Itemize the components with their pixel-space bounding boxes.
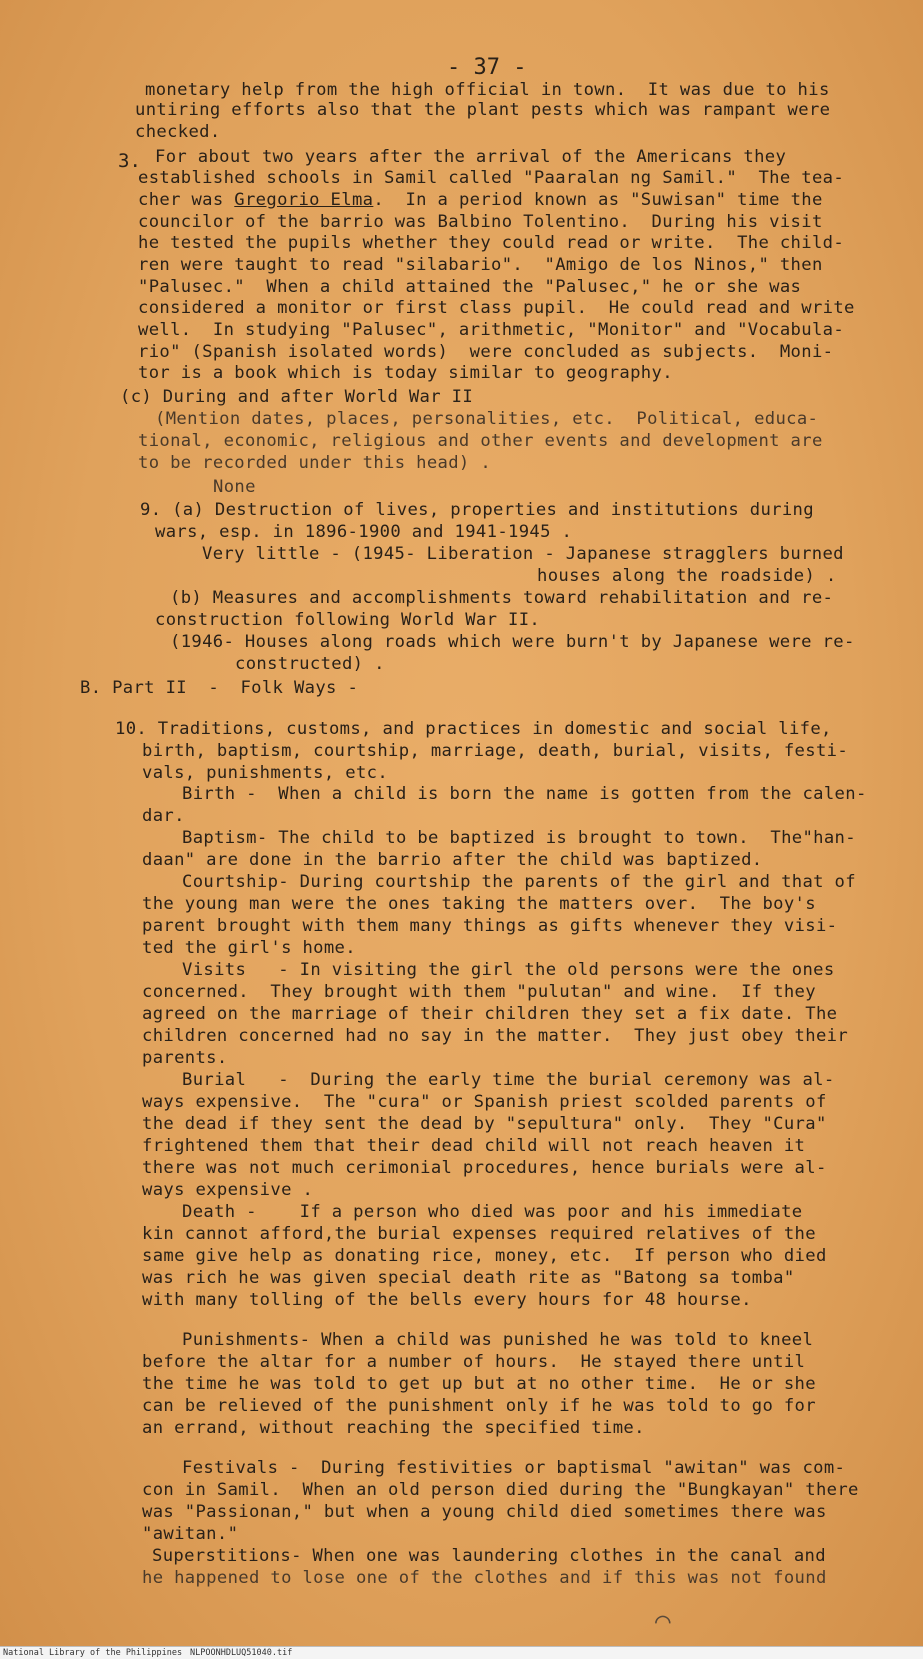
scan-footer [0, 1646, 923, 1659]
footer-library: National Library of the Philippines [3, 1648, 183, 1658]
text-line: before the altar for a number of hours. He stayed there until [142, 1352, 806, 1372]
text-line: kin cannot afford,the burial expenses required relatives of the [142, 1224, 816, 1244]
text-line: concerned. They brought with them "pulutan" and wine. If they [142, 982, 816, 1002]
text-line: tional, economic, religious and other events and development are [138, 431, 823, 451]
text-line: wars, esp. in 1896-1900 and 1941-1945 . [155, 522, 573, 542]
text-line: ways expensive. The "cura" or Spanish priest scolded parents of [142, 1092, 827, 1112]
text-line: children concerned had no say in the matter. They just obey their [142, 1026, 849, 1046]
text-line: (1946- Houses along roads which were burn't by Japanese were re- [170, 632, 855, 652]
text-line: established schools in Samil called "Paaralan ng Samil." The tea- [138, 168, 845, 188]
text-line: the time he was told to get up but at no other time. He or she [142, 1374, 816, 1394]
text-line: ways expensive . [142, 1180, 314, 1200]
text-line: constructed) . [235, 654, 385, 674]
text-line: he happened to lose one of the clothes and if this was not found [142, 1568, 827, 1588]
text-line: untiring efforts also that the plant pests which was rampant were [135, 100, 831, 120]
text-line: councilor of the barrio was Balbino Tolentino. During his visit [138, 212, 823, 232]
text-line: he tested the pupils whether they could read or write. The child- [138, 233, 845, 253]
text-line: Courtship- During courtship the parents of the girl and that of [182, 872, 856, 892]
text-line: with many tolling of the bells every hours for 48 hourse. [142, 1290, 752, 1310]
text-line: construction following World War II. [155, 610, 541, 630]
text-line: same give help as donating rice, money, etc. If person who died [142, 1246, 827, 1266]
text-line: was "Passionan," but when a young child died sometimes there was [142, 1502, 827, 1522]
text-line: houses along the roadside) . [537, 566, 837, 586]
text-line: to be recorded under this head) . [138, 453, 492, 473]
text-line: "Palusec." When a child attained the "Palusec," he or she was [138, 277, 802, 297]
text-line: well. In studying "Palusec", arithmetic, "Monitor" and "Vocabula- [138, 320, 845, 340]
text-line: can be relieved of the punishment only if he was told to go for [142, 1396, 816, 1416]
text-line: monetary help from the high official in town. It was due to his [145, 80, 830, 100]
text-line: an errand, without reaching the specified time. [142, 1418, 645, 1438]
text-line: considered a monitor or first class pupil. He could read and write [138, 298, 855, 318]
text-line: the dead if they sent the dead by "sepultura" only. They "Cura" [142, 1114, 827, 1134]
text-line: frightened them that their dead child will not reach heaven it [142, 1136, 806, 1156]
section-heading: B. Part II - Folk Ways - [80, 678, 359, 698]
page-number: - 37 - [447, 55, 527, 80]
text-line: birth, baptism, courtship, marriage, death, burial, visits, festi- [142, 741, 849, 761]
text-line: agreed on the marriage of their children they set a fix date. The [142, 1004, 838, 1024]
text-line: (b) Measures and accomplishments toward rehabilitation and re- [170, 588, 834, 608]
text-line: vals, punishments, etc. [142, 763, 389, 783]
text-line: Baptism- The child to be baptized is brought to town. The"han- [182, 828, 856, 848]
text-line: there was not much cerimonial procedures, hence burials were al- [142, 1158, 827, 1178]
text-line: Birth - When a child is born the name is gotten from the calen- [182, 784, 867, 804]
text-line: con in Samil. When an old person died during the "Bungkayan" there [142, 1480, 859, 1500]
text-line: (Mention dates, places, personalities, etc. Political, educa- [155, 409, 819, 429]
text-line: checked. [135, 122, 221, 142]
text-line: Burial - During the early time the burial ceremony was al- [182, 1070, 835, 1090]
text-line: cher was Gregorio Elma. In a period known as "Suwisan" time the [138, 190, 823, 210]
text-line: parent brought with them many things as gifts whenever they visi- [142, 916, 838, 936]
text-line: rio" (Spanish isolated words) were concluded as subjects. Moni- [138, 342, 834, 362]
text-line: daan" are done in the barrio after the child was baptized. [142, 850, 763, 870]
text-line: ren were taught to read "silabario". "Amigo de los Ninos," then [138, 255, 823, 275]
text-line: Superstitions- When one was laundering clothes in the canal and [152, 1546, 826, 1566]
text-line: the young man were the ones taking the matters over. The boy's [142, 894, 816, 914]
text-line: For about two years after the arrival of the Americans they [155, 147, 787, 167]
text-line: ted the girl's home. [142, 938, 356, 958]
text-line: "awitan." [142, 1524, 239, 1544]
text-line: None [213, 477, 256, 497]
text-line: tor is a book which is today similar to geography. [138, 363, 673, 383]
text-line: 9. (a) Destruction of lives, properties and institutions during [140, 500, 814, 520]
text-line: Visits - In visiting the girl the old persons were the ones [182, 960, 835, 980]
footer-filename: NLPOONHDLUQ51040.tif [190, 1648, 293, 1658]
ink-smudge-icon: ⌒ [655, 1606, 671, 1636]
text-line: Punishments- When a child was punished he was told to kneel [182, 1330, 814, 1350]
text-line: Festivals - During festivities or baptismal "awitan" was com- [182, 1458, 846, 1478]
teacher-name: Gregorio Elma [234, 190, 374, 210]
text-line: parents. [142, 1048, 228, 1068]
text-line: 10. Traditions, customs, and practices in domestic and social life, [115, 719, 832, 739]
item-number: 3. [118, 150, 141, 172]
text-line: was rich he was given special death rite as "Batong sa tomba" [142, 1268, 795, 1288]
text-line: Death - If a person who died was poor and his immediate [182, 1202, 803, 1222]
section-heading: (c) During and after World War II [120, 387, 474, 407]
text-line: dar. [142, 806, 185, 826]
text-line: Very little - (1945- Liberation - Japanese stragglers burned [202, 544, 844, 564]
